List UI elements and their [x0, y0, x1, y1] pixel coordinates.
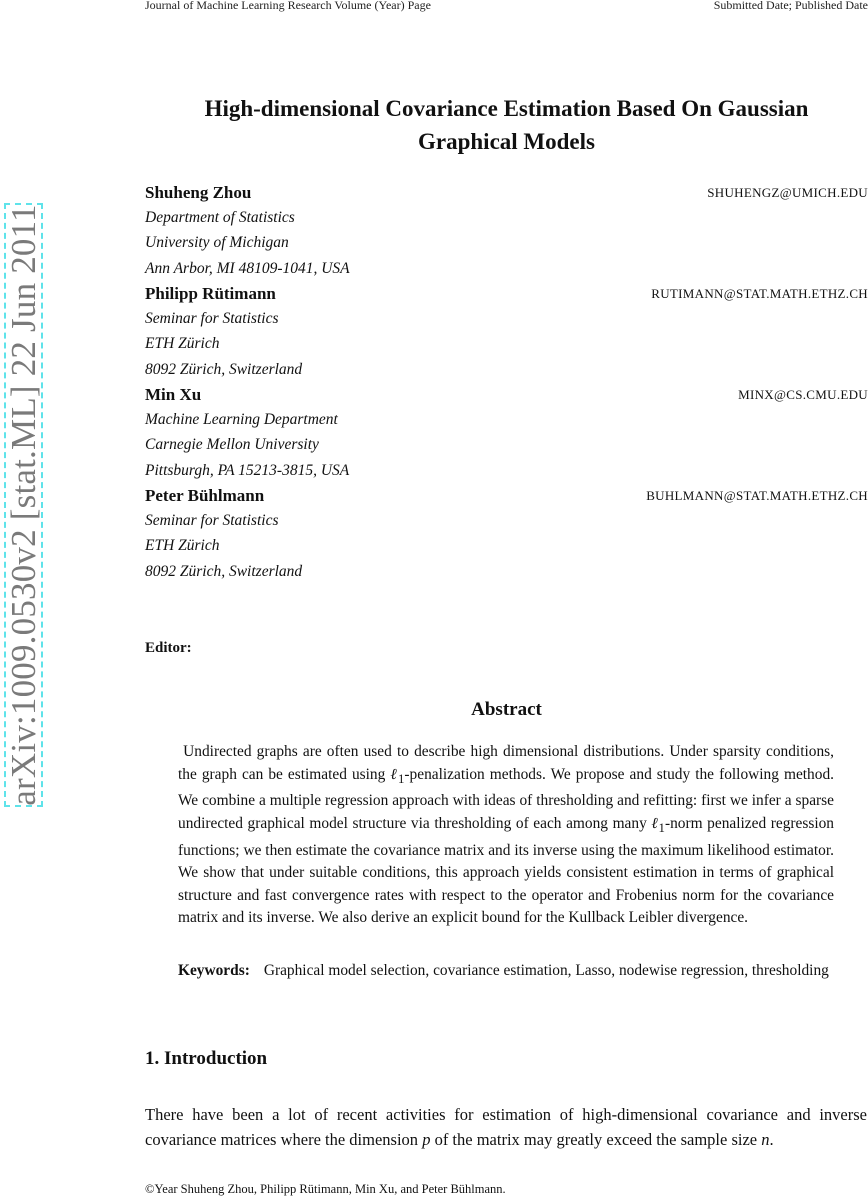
ell-symbol: ℓ — [651, 814, 659, 832]
math-variable-n: n — [761, 1130, 770, 1149]
affiliation-line: University of Michigan — [145, 234, 289, 252]
author-block-1 — [145, 180, 868, 281]
abstract-part-2: -penalization methods. We propose and study the following method. We combine a multiple regression approach with ideas of thresholding and refitting: first we infer a sparse undirected graphical model structure via thresholding of each among many — [178, 765, 834, 832]
author-name: Min Xu — [145, 385, 202, 404]
abstract-text — [178, 741, 834, 930]
editor-label: Editor: — [145, 640, 192, 656]
intro-part-2: of the matrix may greatly exceed the sample size — [430, 1130, 762, 1149]
affiliation-line: Department of Statistics — [145, 209, 295, 226]
abstract-part-3: -norm penalized regression functions; we then estimate the covariance matrix and its inverse using the maximum likelihood estimator. We show that under suitable conditions, this approach yields consistent estimation in terms of graphical structure and fast convergence rates with respect to the operator and Frobenius norm for the covariance matrix and its inverse. We also derive an explicit bound for the Kullback Leibler divergence. — [178, 814, 834, 927]
affiliation-line: Carnegie Mellon University — [145, 436, 319, 454]
affiliation-line: Pittsburgh, PA 15213-3815, USA — [145, 461, 350, 479]
ell-subscript: 1 — [658, 820, 665, 835]
abstract-heading: Abstract — [471, 699, 542, 720]
affiliation-line: ETH Zürich — [145, 537, 220, 555]
author-block-4 — [145, 483, 868, 584]
section-heading-introduction: 1. Introduction — [145, 1048, 268, 1069]
author-email[interactable]: BUHLMANN@STAT.MATH.ETHZ.CH — [646, 488, 868, 503]
title-line-2: Graphical Models — [418, 129, 595, 154]
running-header-dates: Submitted Date; Published Date — [713, 0, 868, 12]
keywords — [178, 960, 834, 983]
affiliation-line: Seminar for Statistics — [145, 512, 279, 529]
affiliation-line: Machine Learning Department — [145, 411, 338, 428]
paper-title — [145, 92, 868, 158]
author-name: Shuheng Zhou — [145, 183, 252, 202]
math-variable-p: p — [422, 1130, 431, 1149]
title-line-1: High-dimensional Covariance Estimation Based On Gaussian — [204, 96, 809, 121]
affiliation-line: 8092 Zürich, Switzerland — [145, 360, 303, 378]
introduction-paragraph — [145, 1102, 867, 1152]
keywords-label: Keywords: — [178, 962, 250, 979]
author-email[interactable]: SHUHENGZ@UMICH.EDU — [707, 185, 868, 200]
abstract-part-1: Undirected graphs are often used to describe high dimensional distributions. Under sparsity conditions, the graph can be estimated using — [178, 743, 834, 783]
keywords-text: Graphical model selection, covariance estimation, Lasso, nodewise regression, thresholding — [263, 962, 829, 979]
author-name: Philipp Rütimann — [145, 284, 276, 303]
author-block-2 — [145, 281, 868, 382]
intro-part-3: . — [769, 1130, 774, 1149]
copyright-footer: ©Year Shuheng Zhou, Philipp Rütimann, Min Xu, and Peter Bühlmann. — [145, 1182, 506, 1196]
arxiv-stamp-text: arXiv:1009.0530v2 [stat.ML] 22 Jun 2011 — [3, 204, 43, 806]
arxiv-stamp[interactable] — [4, 203, 43, 807]
author-block-3 — [145, 382, 868, 483]
intro-part-1: There have been a lot of recent activities for estimation of high-dimensional covariance and inverse covariance matrices where the dimension — [145, 1105, 867, 1149]
affiliation-line: Ann Arbor, MI 48109-1041, USA — [145, 259, 350, 277]
affiliation-line: Seminar for Statistics — [145, 310, 279, 327]
running-header-journal: Journal of Machine Learning Research Volume (Year) Page — [145, 0, 431, 12]
affiliation-line: 8092 Zürich, Switzerland — [145, 562, 303, 580]
ell-symbol: ℓ — [390, 765, 398, 783]
author-email[interactable]: MINX@CS.CMU.EDU — [738, 387, 868, 402]
ell-subscript: 1 — [398, 771, 405, 786]
author-email[interactable]: RUTIMANN@STAT.MATH.ETHZ.CH — [651, 286, 868, 301]
affiliation-line: ETH Zürich — [145, 335, 220, 353]
author-name: Peter Bühlmann — [145, 486, 265, 505]
